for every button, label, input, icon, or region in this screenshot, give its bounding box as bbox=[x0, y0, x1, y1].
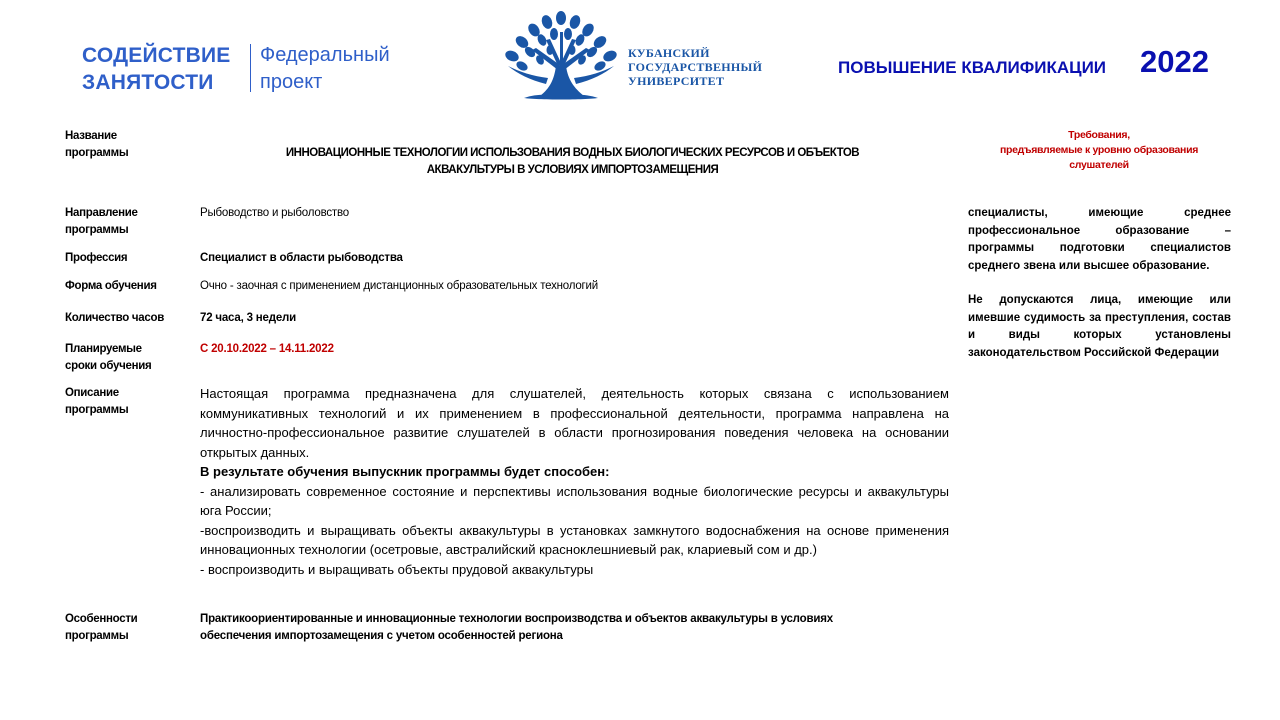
program-title bbox=[200, 145, 945, 179]
kubsu-logo bbox=[500, 10, 765, 105]
features-label-line-2: программы bbox=[65, 630, 129, 642]
program-type-title: ПОВЫШЕНИЕ КВАЛИФИКАЦИИ bbox=[838, 58, 1107, 77]
form-value: Очно - заочная с применением дистанционных образовательных технологий bbox=[200, 280, 598, 292]
requirements-heading-line-1: Требования, bbox=[1068, 129, 1130, 141]
requirements-education: специалисты, имеющие среднее профессиональное образование – программы подготовки специалистов среднего звена или высшее образование. bbox=[968, 207, 1231, 272]
kubsu-line-1: КУБАНСКИЙ bbox=[628, 46, 710, 60]
kubsu-line-3: УНИВЕРСИТЕТ bbox=[628, 74, 725, 88]
sz-logo-right-line-1: Федеральный bbox=[260, 44, 390, 66]
sz-logo-divider bbox=[250, 44, 251, 92]
profession-label: Профессия bbox=[65, 252, 128, 264]
hours-value: 72 часа, 3 недели bbox=[200, 312, 296, 324]
sz-logo-right bbox=[260, 42, 390, 96]
direction-value: Рыбоводство и рыболовство bbox=[200, 207, 349, 219]
features-label-line-1: Особенности bbox=[65, 613, 138, 625]
description-label-line-2: программы bbox=[65, 404, 129, 416]
program-title-line-1: ИННОВАЦИОННЫЕ ТЕХНОЛОГИИ ИСПОЛЬЗОВАНИЯ ВОДНЫХ БИОЛОГИЧЕСКИХ РЕСУРСОВ И ОБЪЕКТОВ bbox=[285, 147, 860, 159]
kubsu-line-2: ГОСУДАРСТВЕННЫЙ bbox=[628, 60, 763, 74]
sodeystvie-zanyatosti-logo bbox=[82, 42, 422, 94]
dates-label bbox=[65, 341, 190, 375]
name-label-line-1: Название bbox=[65, 130, 117, 142]
outcome-item-2: -воспроизводить и выращивать объекты аквакультуры в установках замкнутого водоснабжения на основе применения инновационных технологии (осетровые, австралийский красноклешниевый рак, клариевый сом и др.) bbox=[200, 522, 949, 557]
description-intro: Настоящая программа предназначена для слушателей, деятельность которых связана с использованием коммуникативных технологий и их применением в профессиональной деятельности, программа направлена на личностно-профессиональное развитие слушателей в области прогнозирования поведения человека на основании открытых данных. bbox=[200, 386, 949, 460]
profession-value: Специалист в области рыбоводства bbox=[200, 252, 403, 264]
direction-label-line-2: программы bbox=[65, 224, 129, 236]
features-value-line-1: Практикоориентированные и инновационные технологии воспроизводства и объектов аквакультуры в условиях bbox=[200, 613, 833, 625]
name-label bbox=[65, 128, 185, 162]
outcome-item-1: - анализировать современное состояние и перспективы использования водные биологические ресурсы и аквакультуры юга России; bbox=[200, 483, 949, 518]
outcomes-heading: В результате обучения выпускник программы будет способен: bbox=[200, 464, 610, 479]
header-program-type bbox=[838, 44, 1238, 84]
requirements-heading bbox=[968, 128, 1230, 173]
outcome-item-3: - воспроизводить и выращивать объекты прудовой аквакультуры bbox=[200, 561, 594, 577]
requirements-heading-line-2: предъявляемые к уровню образования bbox=[999, 144, 1199, 156]
name-label-line-2: программы bbox=[65, 147, 129, 159]
sz-logo-line-1: СОДЕЙСТВИЕ bbox=[82, 44, 231, 67]
dates-value: С 20.10.2022 – 14.11.2022 bbox=[200, 343, 334, 355]
dates-label-line-1: Планируемые bbox=[65, 343, 142, 355]
direction-label bbox=[65, 205, 190, 239]
dates-label-line-2: сроки обучения bbox=[65, 360, 152, 372]
description-label-line-1: Описание bbox=[65, 387, 119, 399]
sz-logo-line-2: ЗАНЯТОСТИ bbox=[82, 71, 214, 94]
direction-label-line-1: Направление bbox=[65, 207, 138, 219]
tree-emblem-icon bbox=[500, 10, 622, 105]
program-title-line-2: АКВАКУЛЬТУРЫ В УСЛОВИЯХ ИМПОРТОЗАМЕЩЕНИЯ bbox=[426, 164, 719, 176]
form-label: Форма обучения bbox=[65, 280, 157, 292]
description-body bbox=[200, 384, 949, 579]
sz-logo-right-line-2: проект bbox=[260, 71, 323, 93]
description-label bbox=[65, 385, 190, 419]
requirements-restriction: Не допускаются лица, имеющие или имевшие судимость за преступления, состав и виды которых установлены законодательством Российской Федерации bbox=[968, 294, 1231, 359]
features-value-line-2: обеспечения импортозамещения с учетом особенностей региона bbox=[200, 630, 563, 642]
kubsu-logo-text bbox=[628, 46, 762, 88]
requirements-heading-line-3: слушателей bbox=[1069, 159, 1129, 171]
features-label bbox=[65, 611, 190, 645]
program-year: 2022 bbox=[1140, 44, 1209, 79]
features-value bbox=[200, 611, 960, 645]
hours-label: Количество часов bbox=[65, 312, 164, 324]
requirements-body bbox=[968, 205, 1231, 362]
